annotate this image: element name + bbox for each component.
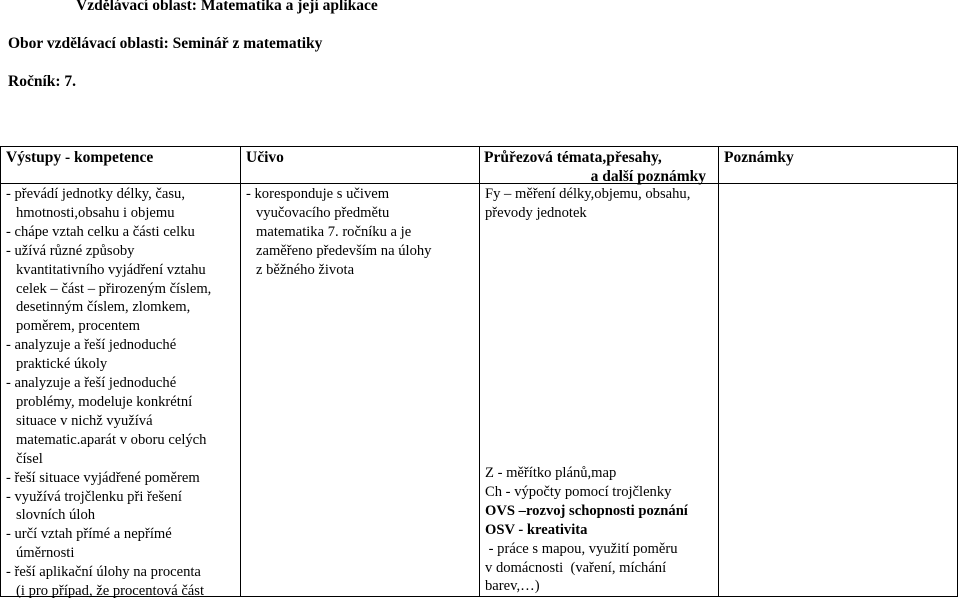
list-item: OSV - kreativita — [485, 521, 588, 538]
list-item: praktické úkoly — [16, 356, 108, 373]
list-item: zaměřeno především na úlohy — [256, 242, 432, 259]
curriculum-cell — [246, 185, 431, 280]
list-item: - převádí jednotky délky, času, — [6, 186, 185, 202]
list-item: situace v nichž využívá — [16, 412, 153, 429]
column-header-notes: Poznámky — [724, 149, 794, 166]
column-divider-1 — [240, 146, 241, 597]
list-item: - práce s mapou, využití poměru — [485, 540, 678, 557]
table-right-border — [957, 146, 958, 597]
column-header-outputs: Výstupy - kompetence — [6, 149, 154, 166]
column-divider-2 — [479, 146, 480, 597]
area-title: Vzdělávací oblast: Matematika a její aplikace — [76, 0, 378, 14]
curriculum-table — [0, 146, 958, 600]
list-item: - chápe vztah celku a části celku — [6, 223, 195, 240]
field-title: Obor vzdělávací oblasti: Seminář z matematiky — [8, 35, 323, 52]
list-item: vyučovacího předmětu — [256, 204, 390, 221]
list-item: Ch - výpočty pomocí trojčlenky — [485, 483, 672, 500]
list-item: - řeší aplikační úlohy na procenta — [6, 564, 201, 581]
column-divider-3 — [718, 146, 719, 597]
list-item: kvantitativního vyjádření vztahu — [16, 261, 206, 278]
crosscutting-other-cell — [485, 464, 688, 596]
grade-title: Ročník: 7. — [8, 73, 77, 90]
list-item: úměrnosti — [16, 545, 75, 562]
list-item: v domácnosti (vaření, míchání — [485, 559, 667, 576]
list-item: převody jednotek — [485, 204, 587, 221]
list-item: matematic.aparát v oboru celých — [16, 431, 207, 448]
list-item: poměrem, procentem — [16, 318, 140, 335]
column-header-crosscutting-line1: Průřezová témata,přesahy, — [484, 149, 662, 166]
list-item: slovních úloh — [16, 507, 96, 524]
list-item: - řeší situace vyjádřené poměrem — [6, 469, 200, 486]
list-item: matematika 7. ročníku a je — [256, 223, 412, 240]
list-item: (i pro případ, že procentová část — [16, 583, 205, 600]
list-item: - koresponduje s učivem — [246, 186, 390, 202]
list-item: čísel — [16, 450, 43, 467]
table-left-border — [0, 146, 1, 597]
crosscutting-physics-cell — [485, 185, 690, 223]
column-header-crosscutting — [484, 148, 714, 186]
list-item: barev,…) — [485, 578, 540, 595]
list-item: z běžného života — [256, 261, 355, 278]
column-header-crosscutting-line2: a další poznámky — [590, 168, 706, 185]
list-item: - analyzuje a řeší jednoduché — [6, 375, 177, 392]
list-item: desetinným číslem, zlomkem, — [16, 299, 191, 316]
list-item: problémy, modeluje konkrétní — [16, 393, 193, 410]
list-item: - využívá trojčlenku při řešení — [6, 488, 182, 505]
list-item: celek – část – přirozeným číslem, — [16, 280, 212, 297]
outputs-cell — [6, 185, 211, 601]
list-item: Z - měřítko plánů,map — [485, 465, 617, 481]
list-item: - určí vztah přímé a nepřímé — [6, 526, 172, 543]
list-item: Fy – měření délky,objemu, obsahu, — [485, 186, 691, 202]
list-item: hmotnosti,obsahu i objemu — [16, 204, 175, 221]
list-item: OVS –rozvoj schopnosti poznání — [485, 502, 688, 519]
list-item: - užívá různé způsoby — [6, 242, 135, 259]
list-item: - analyzuje a řeší jednoduché — [6, 337, 177, 354]
column-header-curriculum: Učivo — [246, 149, 284, 166]
